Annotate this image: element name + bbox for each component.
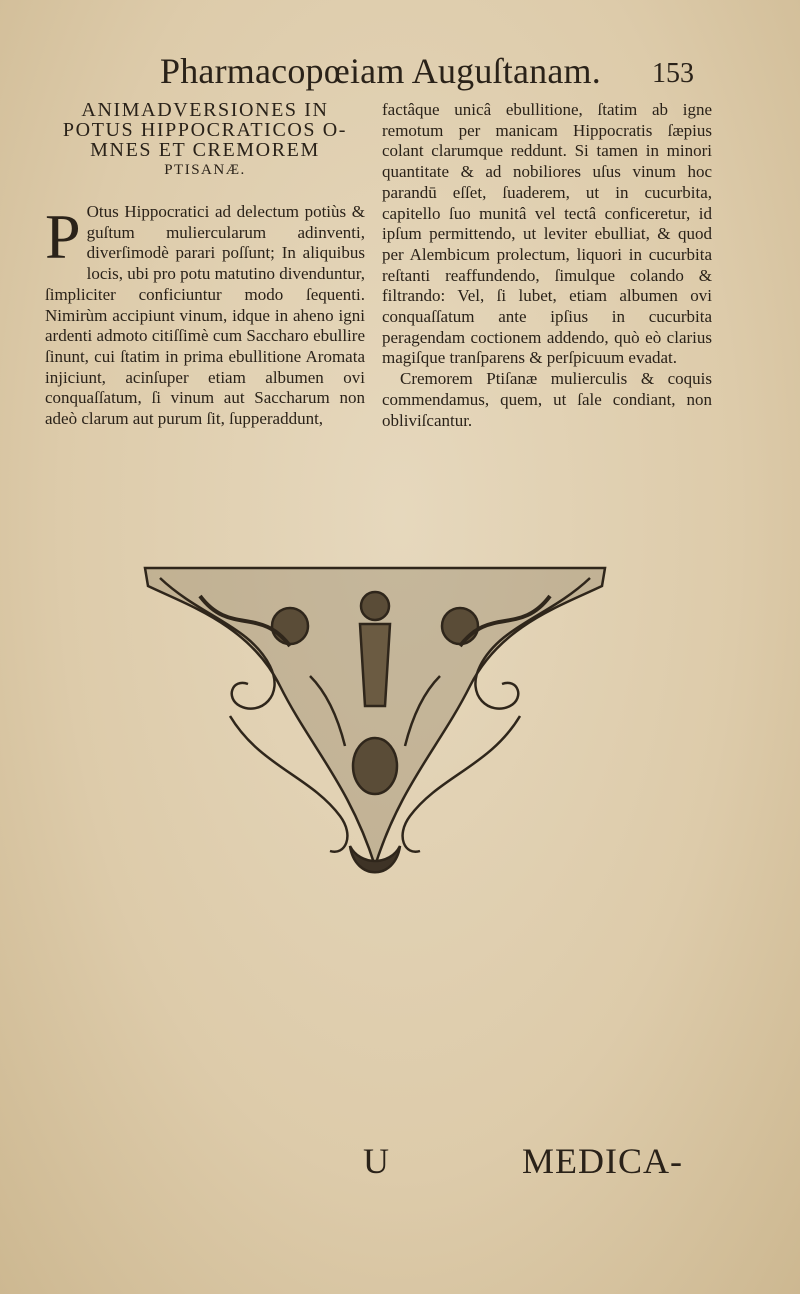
ornament-tailpiece-icon xyxy=(140,566,610,886)
left-column xyxy=(45,100,365,430)
heading-line: MNES ET CREMOREM xyxy=(90,139,320,161)
heading-line: PTISANÆ. xyxy=(164,162,246,178)
signature-mark: U xyxy=(363,1141,389,1181)
heading-line: POTUS HIPPOCRATICOS O- xyxy=(62,119,348,141)
left-paragraph xyxy=(45,202,365,430)
right-paragraph-2: Cremorem Ptiſanæ mulierculis & coquis commendamus, quem, ut ſale condiant, non obliviſcantur. xyxy=(382,369,712,430)
right-paragraph-1: factâque unicâ ebullitione, ſtatim ab igne remotum per manicam Hippocratis ſæpius colant clarumque reddunt. Si tamen in minori quantitate & ad nobiliores uſus vinum hoc parandū eſſet, ſuaderem, ut in cucurbita, capitello ſuo munitâ vel tectâ conficeretur, id ipſum permittendo, ut leviter ebulliat, & quod per Alembicum prolectum, liquori in cucurbita reſtanti reaffundendo, ſimulque colando & filtrando: Vel, ſi lubet, etiam albumen ovi conquaſſatum ante ipſius in cucurbita peragendam coctionem addendo, quò eò clarius magiſque tranſparens & perſpicuum evadat. xyxy=(382,100,712,368)
catchword: MEDICA- xyxy=(522,1141,683,1181)
drop-cap: P xyxy=(45,201,81,272)
running-title: Pharmacopœiam Auguſtanam. xyxy=(160,51,601,91)
right-column xyxy=(382,100,712,431)
heading-line: ANIMADVERSIONES IN xyxy=(81,99,329,121)
section-heading xyxy=(45,100,365,180)
left-paragraph-text: Otus Hippocratici ad delectum potiùs & guſtum muliercularum adinventi, diverſimodè parari poſſunt; In aliquibus locis, ubi pro potu matutino divenduntur, ſimpliciter conficiuntur modo ſequenti. Nimirùm accipiunt vinum, idque in aheno igni ardenti admoto citiſſimè cum Saccharo ebullire ſinunt, cui ſtatim in prima ebullitione Aromata injiciunt, acinſuper etiam albumen ovi conquaſſatum, ſi vinum aut Saccharum non adeò clarum aut purum ſit, ſupperaddunt, xyxy=(45,202,365,429)
page-number: 153 xyxy=(652,58,694,89)
